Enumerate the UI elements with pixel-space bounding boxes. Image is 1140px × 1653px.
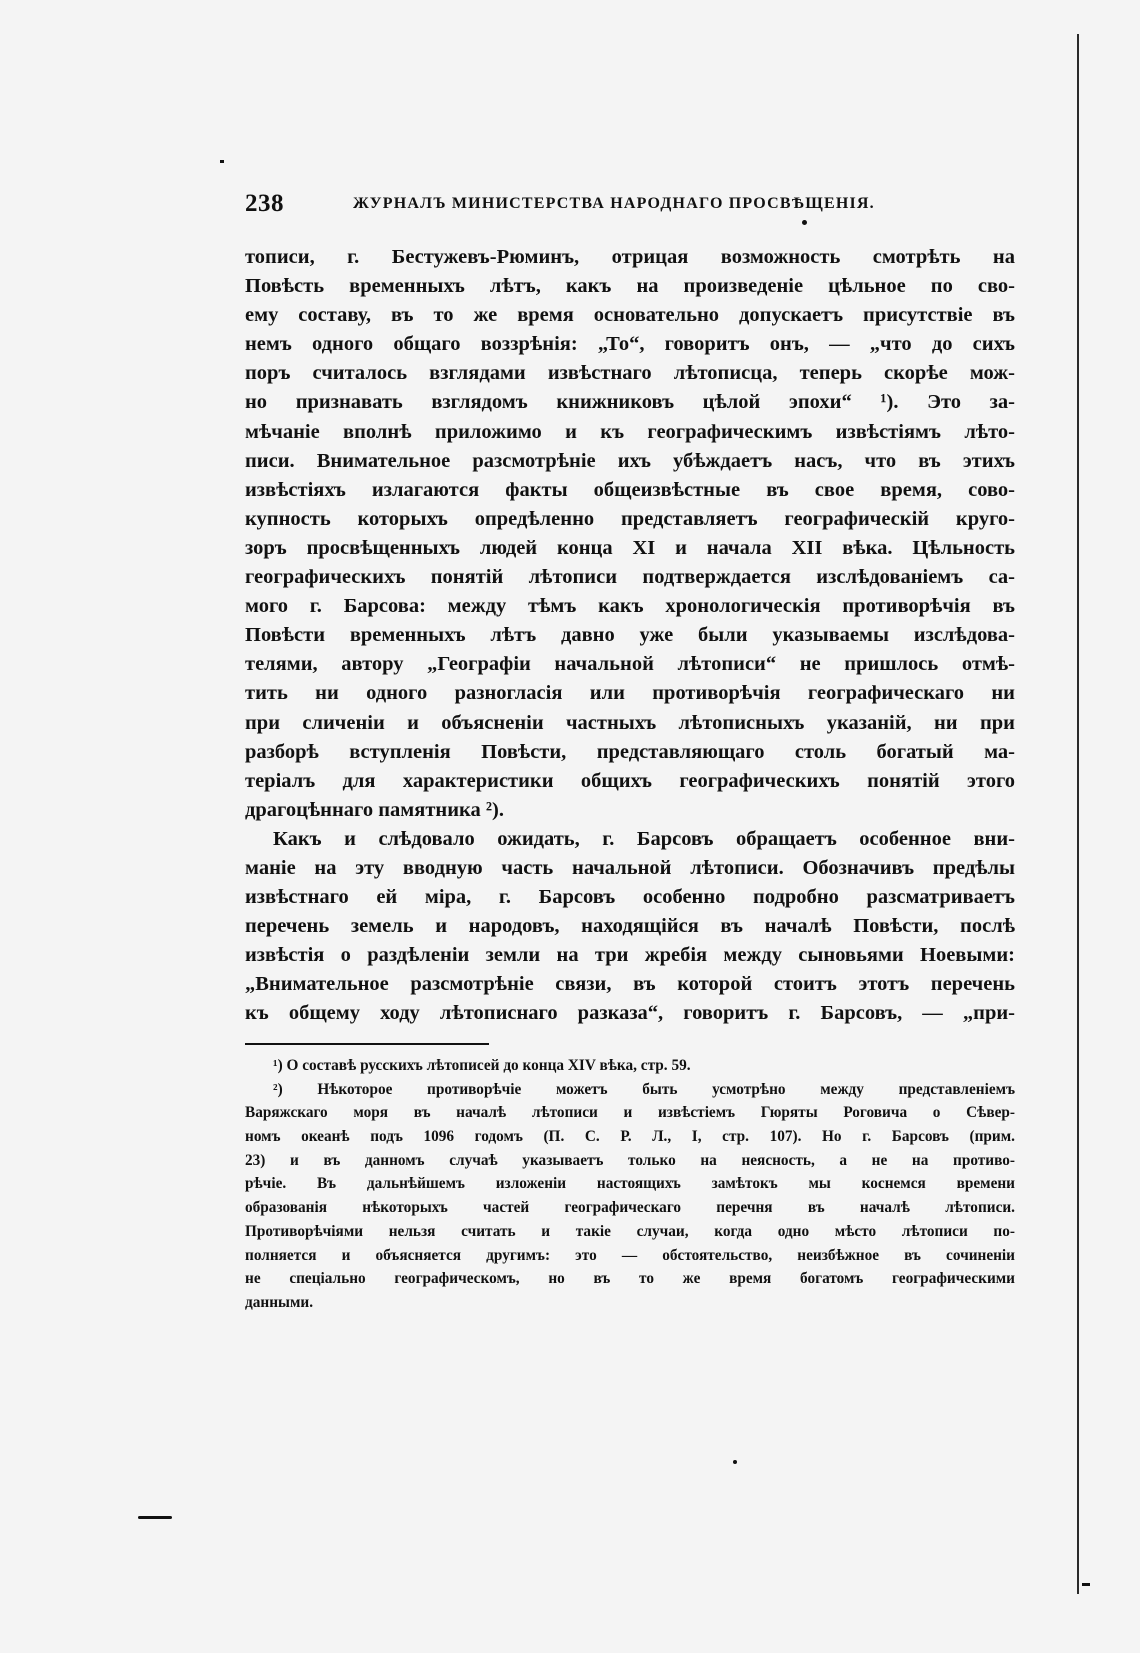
main-text — [245, 243, 1015, 1029]
text-line: тить ни одного разногласія или противорѣчія географическаго ни — [245, 682, 1015, 705]
text-line: мѣчаніе вполнѣ приложимо и къ географическимъ извѣстіямъ лѣто- — [245, 420, 1015, 443]
page-edge-rule — [1077, 34, 1079, 1594]
footnote-line: рѣчіе. Въ дальнѣйшемъ изложеніи настоящихъ замѣтокъ мы коснемся времени — [245, 1175, 1015, 1193]
footnote-line: образованія нѣкоторыхъ частей географическаго перечня въ началѣ лѣтописи. — [245, 1199, 1015, 1217]
footnote-line: Противорѣчіями нельзя считать и такіе случаи, когда одно мѣсто лѣтописи по- — [245, 1222, 1015, 1240]
scan-speck — [733, 1460, 737, 1464]
footnote-separator — [245, 1043, 489, 1045]
text-line: купность которыхъ опредѣленно представляетъ географическій круго- — [245, 507, 1015, 530]
text-line: зоръ просвѣщенныхъ людей конца XI и начала XII вѣка. Цѣльность — [245, 536, 1015, 559]
text-line: Повѣсти временныхъ лѣтъ давно уже были указываемы изслѣдова- — [245, 624, 1015, 647]
footnotes — [245, 1054, 1015, 1315]
footnote-line: не спеціально географическомъ, но въ то же время богатомъ географическими — [245, 1270, 1015, 1288]
text-line: мого г. Барсова: между тѣмъ какъ хронологическія противорѣчія въ — [245, 595, 1015, 618]
scan-mark — [138, 1516, 172, 1519]
text-line: извѣстіяхъ излагаются факты общеизвѣстные въ свое время, сово- — [245, 478, 1015, 501]
text-line: перечень земель и народовъ, находящійся въ началѣ Повѣсти, послѣ — [245, 915, 1015, 938]
footnote-line: ²) Нѣкоторое противорѣчіе можетъ быть усмотрѣно между представленіемъ — [273, 1080, 1015, 1098]
text-line: извѣстнаго ей міра, г. Барсовъ особенно подробно разсматриваетъ — [245, 886, 1015, 909]
text-line: драгоцѣннаго памятника ²). — [245, 798, 505, 821]
text-line: извѣстія о раздѣленіи земли на три жребія между сыновьями Ноевыми: — [245, 944, 1015, 967]
text-line: немъ одного общаго воззрѣнія: „То“, говоритъ онъ, — „что до сихъ — [245, 333, 1015, 356]
text-line: Какъ и слѣдовало ожидать, г. Барсовъ обращаетъ особенное вни- — [273, 827, 1015, 850]
footnote-line: 23) и въ данномъ случаѣ указываетъ только на неясность, а не на противо- — [245, 1151, 1015, 1169]
text-line: географическихъ понятій лѣтописи подтверждается изслѣдованіемъ са- — [245, 566, 1015, 589]
text-line: маніе на эту вводную часть начальной лѣтописи. Обозначивъ предѣлы — [245, 856, 1015, 879]
footnote-line: ¹) О составѣ русскихъ лѣтописей до конца XIV вѣка, стр. 59. — [273, 1057, 691, 1074]
footnote-line: полняется и объясняется другимъ: это — обстоятельство, неизбѣжное въ сочиненіи — [245, 1246, 1015, 1264]
text-line: телями, автору „Географіи начальной лѣтописи“ не пришлось отмѣ- — [245, 653, 1015, 676]
page-header — [245, 190, 1015, 224]
text-line: Повѣсть временныхъ лѣтъ, какъ на произведеніе цѣльное по сво- — [245, 275, 1015, 298]
text-line: тописи, г. Бестужевъ-Рюминъ, отрицая возможность смотрѣть на — [245, 246, 1015, 268]
text-line: разборѣ вступленія Повѣсти, представляющаго столь богатый ма- — [245, 740, 1015, 763]
page-number: 238 — [245, 190, 284, 217]
text-line: писи. Внимательное разсмотрѣніе ихъ убѣждаетъ насъ, что въ этихъ — [245, 449, 1015, 472]
scan-mark — [1082, 1583, 1090, 1586]
footnote-line: Варяжскаго моря въ началѣ лѣтописи и извѣстіемъ Гюряты Роговича о Сѣвер- — [245, 1104, 1015, 1122]
text-line: теріалъ для характеристики общихъ географическихъ понятій этого — [245, 769, 1015, 792]
footnote-line: данными. — [245, 1293, 314, 1311]
text-line: поръ считалось взглядами извѣстнаго лѣтописца, теперь скорѣе мож- — [245, 362, 1015, 385]
text-line: къ общему ходу лѣтописнаго разказа“, говоритъ г. Барсовъ, — „при- — [245, 1002, 1015, 1025]
text-line: „Внимательное разсмотрѣніе связи, въ которой стоитъ этотъ перечень — [245, 973, 1015, 996]
scan-speck — [220, 160, 224, 163]
text-line: ему составу, въ то же время основательно допускаетъ присутствіе въ — [245, 304, 1015, 327]
text-line: при сличеніи и объясненіи частныхъ лѣтописныхъ указаній, ни при — [245, 711, 1015, 734]
text-line: но признавать взглядомъ книжниковъ цѣлой эпохи“ ¹). Это за- — [245, 391, 1015, 414]
footnote-line: номъ океанѣ подъ 1096 годомъ (П. С. Р. Л., I, стр. 107). Но г. Барсовъ (прим. — [245, 1128, 1015, 1146]
running-title: ЖУРНАЛЪ МИНИСТЕРСТВА НАРОДНАГО ПРОСВѢЩЕНІЯ. — [353, 195, 875, 212]
